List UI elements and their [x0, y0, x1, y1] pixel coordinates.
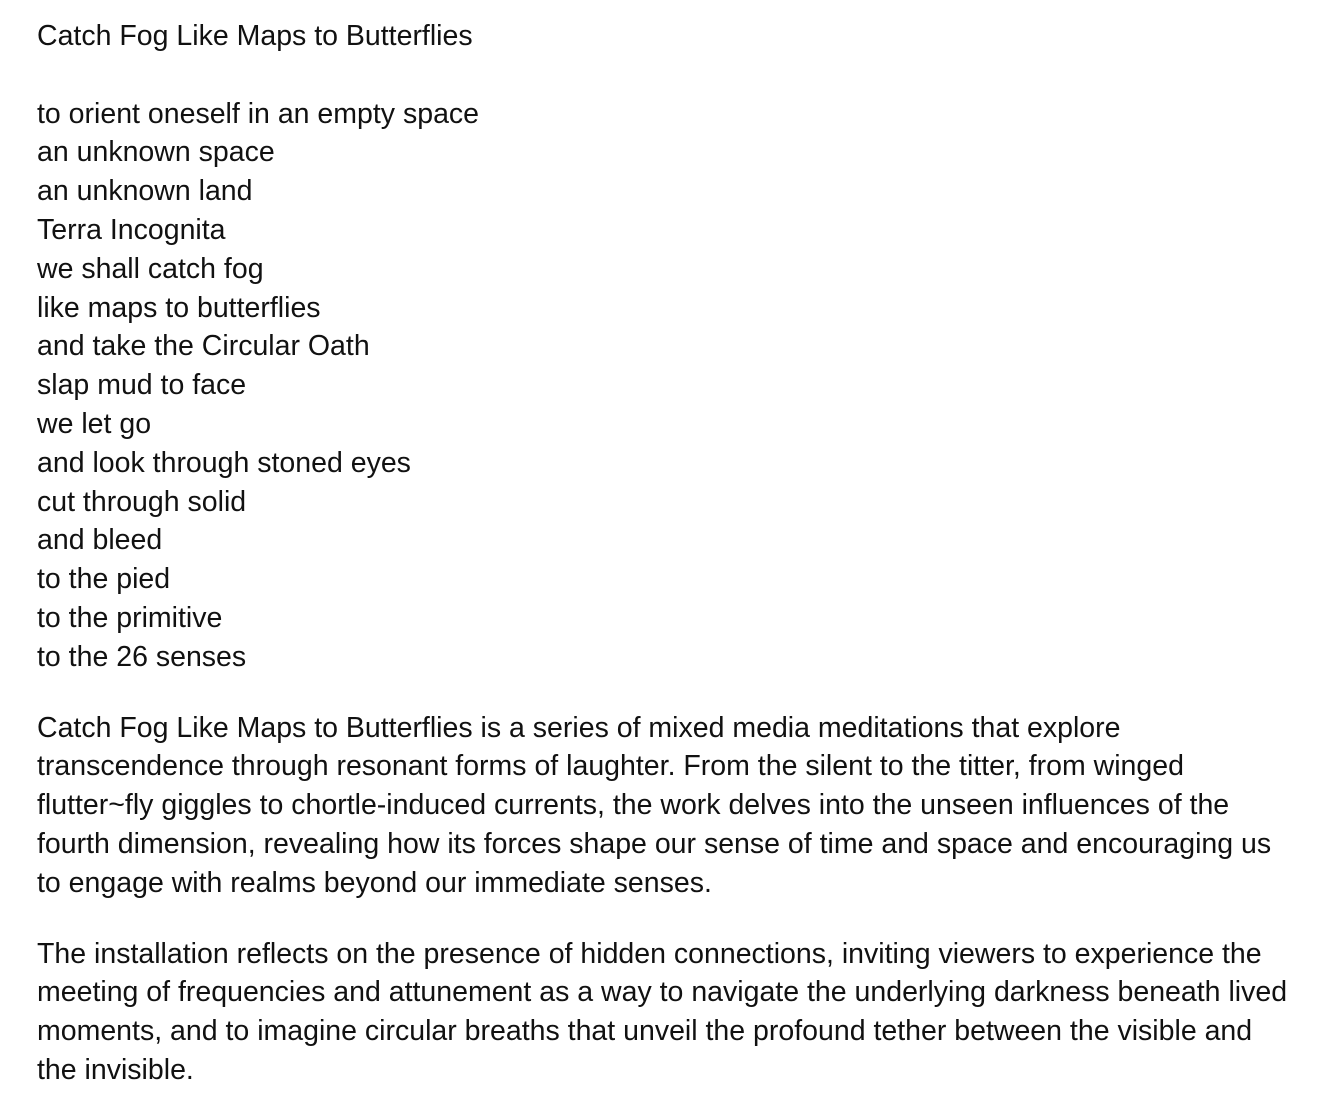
poem-line: slap mud to face: [37, 369, 247, 402]
poem-line: to orient oneself in an empty space: [37, 97, 480, 130]
poem-line: and bleed: [37, 524, 163, 557]
poem-line: cut through solid: [37, 485, 247, 518]
poem-line: to the 26 senses: [37, 640, 247, 673]
poem-line: we let go: [37, 407, 152, 440]
description-paragraph: Catch Fog Like Maps to Butterflies is a series of mixed media meditations that explore transcendence through resonant forms of laughter. From the silent to the titter, from winged flutter~fly giggles to chortle-induced currents, the work delves into the unseen influences of the fourth dimension, revealing how its forces shape our sense of time and space and encouraging us to engage with realms beyond our immediate senses.: [37, 711, 1272, 899]
poem-line: we shall catch fog: [37, 252, 264, 285]
poem-line: like maps to butterflies: [37, 291, 321, 324]
poem-line: an unknown land: [37, 175, 253, 208]
poem-line: to the primitive: [37, 601, 223, 634]
document-body: [37, 17, 1297, 1090]
document-title: Catch Fog Like Maps to Butterflies: [37, 20, 473, 52]
poem: [37, 95, 1297, 677]
poem-line: an unknown space: [37, 136, 275, 169]
poem-line: and look through stoned eyes: [37, 446, 411, 479]
poem-line: and take the Circular Oath: [37, 330, 370, 363]
poem-line: Terra Incognita: [37, 213, 226, 246]
description-paragraph: The installation reflects on the presence of hidden connections, inviting viewers to experience the meeting of frequencies and attunement as a way to navigate the underlying darkness beneath lived moments, and to imagine circular breaths that unveil the profound tether between the visible and the invisible.: [37, 937, 1288, 1086]
poem-line: to the pied: [37, 563, 171, 596]
